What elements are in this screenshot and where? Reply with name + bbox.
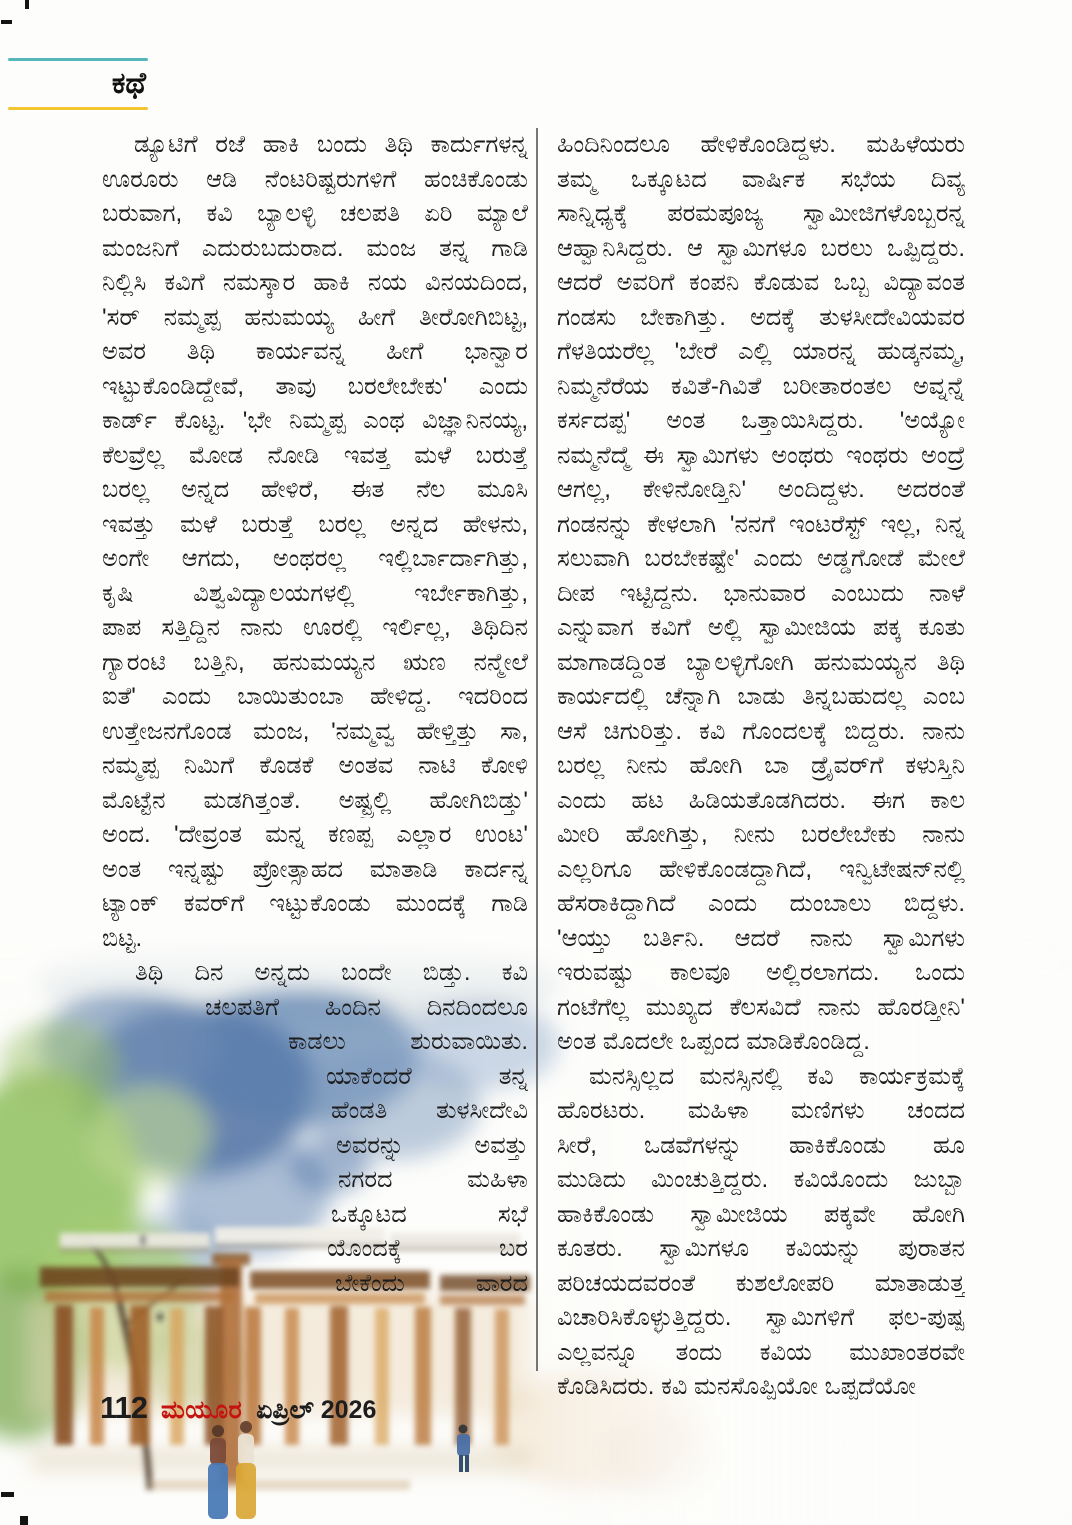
text-line: ಕರ್ಸದಪ್ಪ' ಅಂತ ಒತ್ತಾಯಿಸಿದ್ದರು. 'ಅಯ್ಯೋ	[557, 407, 965, 434]
text-line: ಕೊಡಿಸಿದರು. ಕವಿ ಮನಸೊಪ್ಪಿಯೋ ಒಪ್ಪದೆಯೋ	[557, 1373, 916, 1400]
text-line: ಗಂಡಸು ಬೇಕಾಗಿತ್ತು. ಅದಕ್ಕೆ ತುಳಸೀದೇವಿಯವರ	[557, 303, 965, 331]
text-line: ಕಾರ್ಡ್ ಕೊಟ್ಟ. 'ಭೇ ನಿಮ್ಮಪ್ಪ ಎಂಥ ವಿಜ್ಞಾನಿನಯ್ಯ,	[102, 407, 528, 434]
text-line: ಮೀರಿ ಹೋಗಿತ್ತು, ನೀನು ಬರಲೇಬೇಕು ನಾನು	[557, 821, 965, 848]
text-line: ಹೊರಟರು. ಮಹಿಳಾ ಮಣಿಗಳು ಚಂದದ	[557, 1097, 965, 1124]
text-line: ವಿಚಾರಿಸಿಕೊಳ್ಳುತ್ತಿದ್ದರು. ಸ್ವಾಮಿಗಳಿಗೆ ಫಲ-ಪುಷ್ಪ	[557, 1304, 965, 1331]
text-line: ಸಾನ್ನಿಧ್ಯಕ್ಕೆ ಪರಮಪೂಜ್ಯ ಸ್ವಾಮೀಜಿಗಳೊಬ್ಬರನ್ನ	[557, 200, 965, 227]
text-line: ಗಂಡನನ್ನು ಕೇಳಲಾಗಿ 'ನನಗೆ ಇಂಟರೆಸ್ಟ್ ಇಲ್ಲ, ನಿನ್ನ	[557, 510, 965, 538]
text-line: ಬಿಟ್ಟ.	[102, 924, 143, 952]
text-line: ಮಾಗಾಡದ್ದಿಂತ ಬ್ಯಾಲಳ್ಳಿಗೋಗಿ ಹನುಮಯ್ಯನ ತಿಥಿ	[557, 648, 965, 676]
text-line: ಗಂಟೆಗೆಲ್ಲ ಮುಖ್ಯದ ಕೆಲಸವಿದೆ ನಾನು ಹೊರಡ್ತೀನಿ'	[557, 993, 965, 1021]
text-line: ಕಾಡಲು ಶುರುವಾಯಿತು.	[288, 1028, 528, 1055]
text-line: ತಮ್ಮ ಒಕ್ಕೂಟದ ವಾರ್ಷಿಕ ಸಭೆಯ ದಿವ್ಯ	[557, 165, 965, 193]
text-line: ಹಾಕಿಕೊಂಡು ಸ್ವಾಮೀಜಿಯ ಪಕ್ಕವೇ ಹೋಗಿ	[557, 1200, 965, 1228]
text-line: ಎಲ್ಲರಿಗೂ ಹೇಳಿಕೊಂಡದ್ದಾಗಿದೆ, ಇನ್ವಿಟೇಷನ್‌ನಲ್ಲಿ	[557, 855, 965, 883]
text-line: ಸಲುವಾಗಿ ಬರಬೇಕಷ್ಟೇ' ಎಂದು ಅಡ್ಡಗೋಡೆ ಮೇಲೆ	[557, 545, 965, 572]
left-column-wrapped-text	[102, 956, 528, 1301]
text-line: ಗೆಳತಿಯರೆಲ್ಲ 'ಬೇರೆ ಎಲ್ಲಿ ಯಾರನ್ನ ಹುಡ್ಕನಮ್ಮ,	[557, 338, 965, 365]
text-line: ಒಕ್ಕೂಟದ ಸಭೆ	[331, 1200, 528, 1228]
text-line: ಆಸೆ ಚಿಗುರಿತ್ತು. ಕವಿ ಗೊಂದಲಕ್ಕೆ ಬಿದ್ದರು. ನಾನು	[557, 717, 965, 745]
text-line: ತಿಥಿ ದಿನ ಅನ್ನದು ಬಂದೇ ಬಿಡ್ತು. ಕವಿ	[135, 959, 528, 986]
text-line: ಗ್ಯಾರಂಟಿ ಬತ್ತಿನಿ, ಹನುಮಯ್ಯನ ಋಣ ನನ್ಮೇಲೆ	[102, 648, 528, 676]
text-line: ಚಲಪತಿಗೆ ಹಿಂದಿನ ದಿನದಿಂದಲೂ	[205, 993, 528, 1021]
text-line: ಐತೆ' ಎಂದು ಬಾಯಿತುಂಬಾ ಹೇಳಿದ್ದ. ಇದರಿಂದ	[102, 683, 528, 710]
text-line: ಹಿಂದಿನಿಂದಲೂ ಹೇಳಿಕೊಂಡಿದ್ದಳು. ಮಹಿಳೆಯರು	[557, 131, 965, 158]
text-line: ಬರಲ್ಲ ಅನ್ನದ ಹೇಳಿರೆ, ಈತ ನೆಲ ಮೂಸಿ	[102, 476, 528, 503]
text-line: ಮೊಟ್ಟೆನ ಮಡಗಿತ್ತಂತೆ. ಅಷ್ಟ್ರಲ್ಲಿ ಹೋಗಿಬಿಡ್ತು'	[102, 786, 528, 814]
text-line: ಉತ್ತೇಜನಗೊಂಡ ಮಂಜ, 'ನಮ್ಮವ್ವ ಹೇಳ್ತಿತ್ತು ಸಾ,	[102, 717, 528, 745]
text-line: ಬರುವಾಗ, ಕವಿ ಬ್ಯಾಲಳ್ಳಿ ಚಲಪತಿ ಏರಿ ಮ್ಯಾಲೆ	[102, 200, 528, 227]
text-line: ಹೆಂಡತಿ ತುಳಸೀದೇವಿ	[331, 1097, 528, 1124]
text-line: ಅಂತ ಮೊದಲೇ ಒಪ್ಪಂದ ಮಾಡಿಕೊಂಡಿದ್ದ.	[557, 1028, 870, 1055]
text-line: ಎಂದು ಹಟ ಹಿಡಿಯತೊಡಗಿದರು. ಈಗ ಕಾಲ	[557, 786, 965, 814]
text-line: ಪರಿಚಯದವರಂತೆ ಕುಶಲೋಪರಿ ಮಾತಾಡುತ್ತ	[557, 1269, 965, 1297]
text-line: ಕಾರ್ಯದಲ್ಲಿ ಚೆನ್ನಾಗಿ ಬಾಡು ತಿನ್ನಬಹುದಲ್ಲ ಎಂಬ	[557, 683, 965, 710]
text-line: ನಿಲ್ಲಿಸಿ ಕವಿಗೆ ನಮಸ್ಕಾರ ಹಾಕಿ ನಯ ವಿನಯದಿಂದ,	[102, 269, 528, 296]
text-line: ದೀಪ ಇಟ್ಟಿದ್ದನು. ಭಾನುವಾರ ಎಂಬುದು ನಾಳೆ	[557, 579, 965, 607]
text-line: ಆಗಲ್ಲ, ಕೇಳಿನೋಡ್ತಿನಿ' ಅಂದಿದ್ದಳು. ಅದರಂತೆ	[557, 476, 965, 503]
text-line: ಡ್ಯೂಟಿಗೆ ರಜೆ ಹಾಕಿ ಬಂದು ತಿಥಿ ಕಾರ್ದುಗಳನ್ನ	[134, 131, 528, 158]
section-title: ಕಥೆ	[111, 67, 146, 100]
text-line: ಎನ್ನುವಾಗ ಕವಿಗೆ ಅಲ್ಲಿ ಸ್ವಾಮೀಜಿಯ ಪಕ್ಕ ಕೂತು	[557, 614, 965, 641]
text-line: 'ಆಯ್ತು ಬರ್ತಿನಿ. ಆದರೆ ನಾನು ಸ್ವಾಮಿಗಳು	[557, 924, 965, 952]
text-line: ಇರುವಷ್ಟು ಕಾಲವೂ ಅಲ್ಲಿರಲಾಗದು. ಒಂದು	[557, 959, 965, 986]
text-line: ಆದರೆ ಅವರಿಗೆ ಕಂಪನಿ ಕೊಡುವ ಒಬ್ಬ ವಿದ್ಯಾವಂತ	[557, 269, 965, 296]
text-line: ಯಾಕೆಂದರೆ ತನ್ನ	[326, 1062, 528, 1090]
page-footer	[100, 1390, 376, 1426]
text-line: 'ಸರ್ ನಮ್ಮಪ್ಪ ಹನುಮಯ್ಯ ಹೀಗೆ ತೀರೋಗಿಬಿಟ್ಟ,	[102, 303, 528, 331]
text-line: ಬರಲ್ಲ ನೀನು ಹೋಗಿ ಬಾ ಡ್ರೈವರ್‌ಗೆ ಕಳುಸ್ತಿನಿ	[557, 752, 965, 779]
text-line: ಇವತ್ತು ಮಳೆ ಬರುತ್ತೆ ಬರಲ್ಲ ಅನ್ನದ ಹೇಳನು,	[102, 510, 528, 538]
print-registration-mark	[1, 20, 12, 24]
text-line: ನಮ್ಮಪ್ಪ ನಿಮಿಗೆ ಕೊಡಕೆ ಅಂತವ ನಾಟಿ ಕೋಳಿ	[102, 752, 528, 779]
text-line: ಅಂಗೇ ಆಗದು, ಅಂಥರಲ್ಲ ಇಲ್ಲಿರ್ಬಾರ್ದಾಗಿತ್ತು,	[102, 545, 528, 572]
text-line: ಹೆಸರಾಕಿದ್ದಾಗಿದೆ ಎಂದು ದುಂಬಾಲು ಬಿದ್ದಳು.	[557, 890, 965, 917]
text-line: ಟ್ಯಾಂಕ್ ಕವರ್‌ಗೆ ಇಟ್ಟುಕೊಂಡು ಮುಂದಕ್ಕೆ ಗಾಡಿ	[102, 890, 528, 917]
magazine-logo: ಮಯೂರ	[161, 1396, 243, 1424]
text-line: ಆಹ್ವಾನಿಸಿದ್ದರು. ಆ ಸ್ವಾಮಿಗಳೂ ಬರಲು ಒಪ್ಪಿದ್ದರು.	[557, 234, 965, 262]
text-line: ಇಟ್ಟುಕೊಂಡಿದ್ದೇವೆ, ತಾವು ಬರಲೇಬೇಕು' ಎಂದು	[102, 372, 528, 400]
text-line: ಮುಡಿದು ಮಿಂಚುತ್ತಿದ್ದರು. ಕವಿಯೊಂದು ಜುಬ್ಬಾ	[557, 1166, 965, 1193]
text-line: ಯೊಂದಕ್ಕೆ ಬರ	[327, 1235, 528, 1262]
text-line: ಕೆಲವ್ರೆಲ್ಲ ಮೋಡ ನೋಡಿ ಇವತ್ತ ಮಳೆ ಬರುತ್ತೆ	[102, 441, 528, 469]
text-line: ಕೂತರು. ಸ್ವಾಮಿಗಳೂ ಕವಿಯನ್ನು ಪುರಾತನ	[557, 1235, 965, 1262]
page-number: 112	[100, 1390, 148, 1425]
print-registration-mark	[25, 0, 29, 9]
text-line: ಪಾಪ ಸತ್ತಿದ್ದಿನ ನಾನು ಊರಲ್ಲಿ ಇರ್ಲಿಲ್ಲ, ತಿಥಿದಿನ	[102, 614, 528, 641]
right-column-text	[557, 128, 965, 1405]
text-line: ನಮ್ಮನೆದ್ಮೆ ಈ ಸ್ವಾಮಿಗಳು ಅಂಥರು ಇಂಥರು ಅಂದ್ರೆ	[557, 441, 965, 469]
text-line: ಎಲ್ಲವನ್ನೂ ತಂದು ಕವಿಯ ಮುಖಾಂತರವೇ	[557, 1338, 965, 1366]
text-line: ಅಂದ. 'ದೇವ್ರಂತ ಮನ್ನ ಕಣಪ್ಪ ಎಲ್ಲಾರ ಉಂಟ'	[102, 821, 528, 848]
text-line: ಮನಸ್ಸಿಲ್ಲದ ಮನಸ್ಸಿನಲ್ಲಿ ಕವಿ ಕಾರ್ಯಕ್ರಮಕ್ಕೆ	[589, 1062, 965, 1090]
text-line: ಕೃಷಿ ವಿಶ್ವವಿದ್ಯಾಲಯಗಳಲ್ಲಿ ಇರ್ಬೇಕಾಗಿತ್ತು,	[102, 579, 528, 607]
yellow-rule	[8, 107, 148, 110]
text-line: ಅವರ ತಿಥಿ ಕಾರ್ಯವನ್ನ ಹೀಗೆ ಭಾನ್ವಾರ	[102, 338, 528, 365]
text-line: ಅವರನ್ನು ಅವತ್ತು	[336, 1131, 528, 1159]
text-line: ಬೇಕೆಂದು ವಾರದ	[335, 1269, 528, 1297]
issue-date: ಏಪ್ರಿಲ್ 2026	[256, 1396, 377, 1424]
section-header	[8, 58, 148, 110]
left-column-text	[102, 128, 528, 956]
text-line: ನಗರದ ಮಹಿಳಾ	[338, 1166, 528, 1193]
text-line: ನಿಮ್ಮನೆರೆಯ ಕವಿತೆ-ಗಿವಿತೆ ಬರೀತಾರಂತಲ ಅವ್ನನ್ನೆ	[557, 372, 965, 400]
text-line: ಮಂಜನಿಗೆ ಎದುರುಬದುರಾದ. ಮಂಜ ತನ್ನ ಗಾಡಿ	[102, 234, 528, 262]
text-line: ಊರೂರು ಆಡಿ ನೆಂಟರಿಷ್ಟರುಗಳಿಗೆ ಹಂಚಿಕೊಂಡು	[102, 165, 528, 193]
column-divider	[536, 128, 538, 1371]
text-line: ಅಂತ ಇನ್ನಷ್ಟು ಪ್ರೋತ್ಸಾಹದ ಮಾತಾಡಿ ಕಾರ್ದನ್ನ	[102, 855, 528, 883]
text-line: ಸೀರೆ, ಒಡವೆಗಳನ್ನು ಹಾಕಿಕೊಂಡು ಹೂ	[557, 1131, 965, 1159]
